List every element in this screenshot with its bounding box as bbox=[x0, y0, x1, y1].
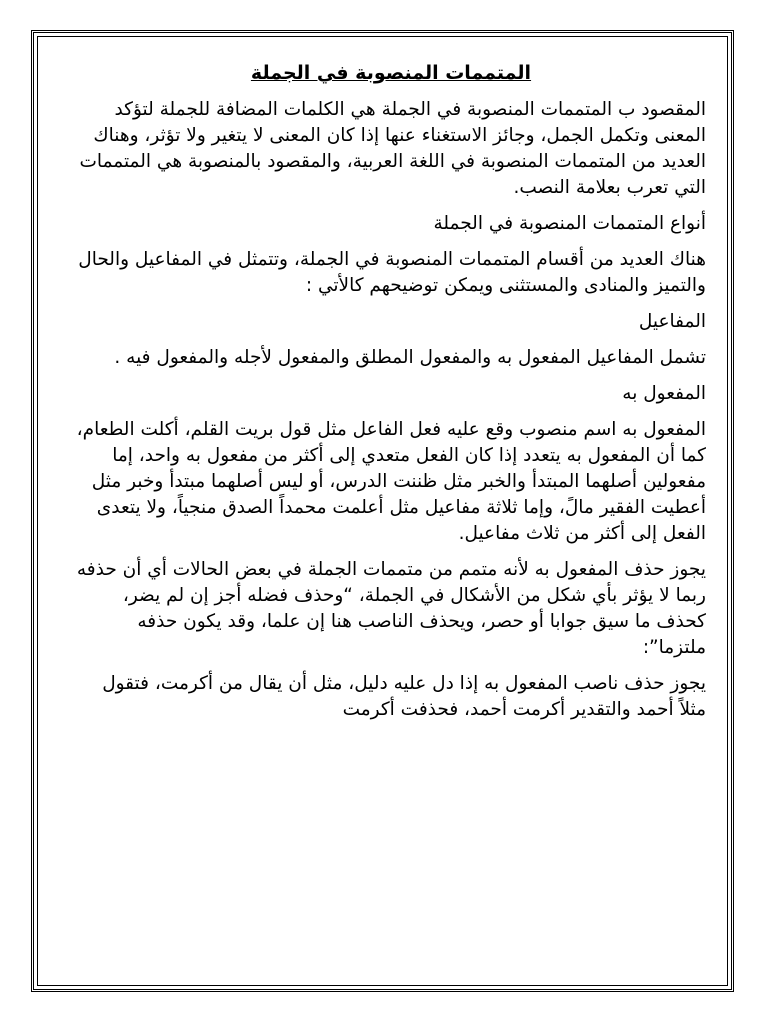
paragraph-deletion: يجوز حذف المفعول به لأنه متمم من متممات الجملة في بعض الحالات أي أن حذفه ربما لا يؤثر بأي شكل من الأشكال في الجملة، “وحذف فضله أجز إن لم يضر، كحذف ما سيق جوابا أو حصر، ويحذف الناصب هنا إن علما، وقد يكون حذفه ملتزما”: bbox=[76, 559, 706, 658]
paragraph-intro: المقصود ب المتممات المنصوبة في الجملة هي الكلمات المضافة للجملة لتؤكد المعنى وتكمل الجمل، وجائز الاستغناء عنها إذا كان المعنى لا يتغير ولا تؤثر، وهناك العديد من المتممات المنصوبة في اللغة العربية، والمقصود بالمنصوبة هي المتممات التي تعرب بعلامة النصب. bbox=[79, 99, 706, 198]
paragraph-mafaeel: تشمل المفاعيل المفعول به والمفعول المطلق والمفعول لأجله والمفعول فيه . bbox=[114, 347, 706, 368]
document-body bbox=[76, 58, 706, 733]
section-heading-types: أنواع المتممات المنصوبة في الجملة bbox=[433, 213, 706, 234]
document-title: المتممات المنصوبة في الجملة bbox=[250, 62, 532, 84]
paragraph-types: هناك العديد من أقسام المتممات المنصوبة في الجملة، وتتمثل في المفاعيل والحال والتميز والمنادى والمستثنى ويمكن توضيحهم كالأتي : bbox=[78, 249, 706, 296]
paragraph-mafool-bih: المفعول به اسم منصوب وقع عليه فعل الفاعل مثل قول بريت القلم، أكلت الطعام، كما أن المفعول به يتعدد إذا كان الفعل متعدي إلى أكثر من مفعول به واحد، إما مفعولين أصلهما المبتدأ والخبر مثل ظننت الدرس، أو ليس أصلهما مبتدأ وخبر مثل أعطيت الفقير مالً، وإما ثلاثة مفاعيل مثل أعلمت محمداً الصدق منجياً، ولا يتعدى الفعل إلى أكثر من ثلاث مفاعيل. bbox=[76, 419, 706, 544]
section-heading-mafaeel: المفاعيل bbox=[638, 311, 706, 332]
paragraph-deletion-nasib: يجوز حذف ناصب المفعول به إذا دل عليه دليل، مثل أن يقال من أكرمت، فتقول مثلاً أحمد والتقدير أكرمت أحمد، فحذفت أكرمت bbox=[102, 673, 706, 720]
section-heading-mafool-bih: المفعول به bbox=[622, 383, 706, 404]
